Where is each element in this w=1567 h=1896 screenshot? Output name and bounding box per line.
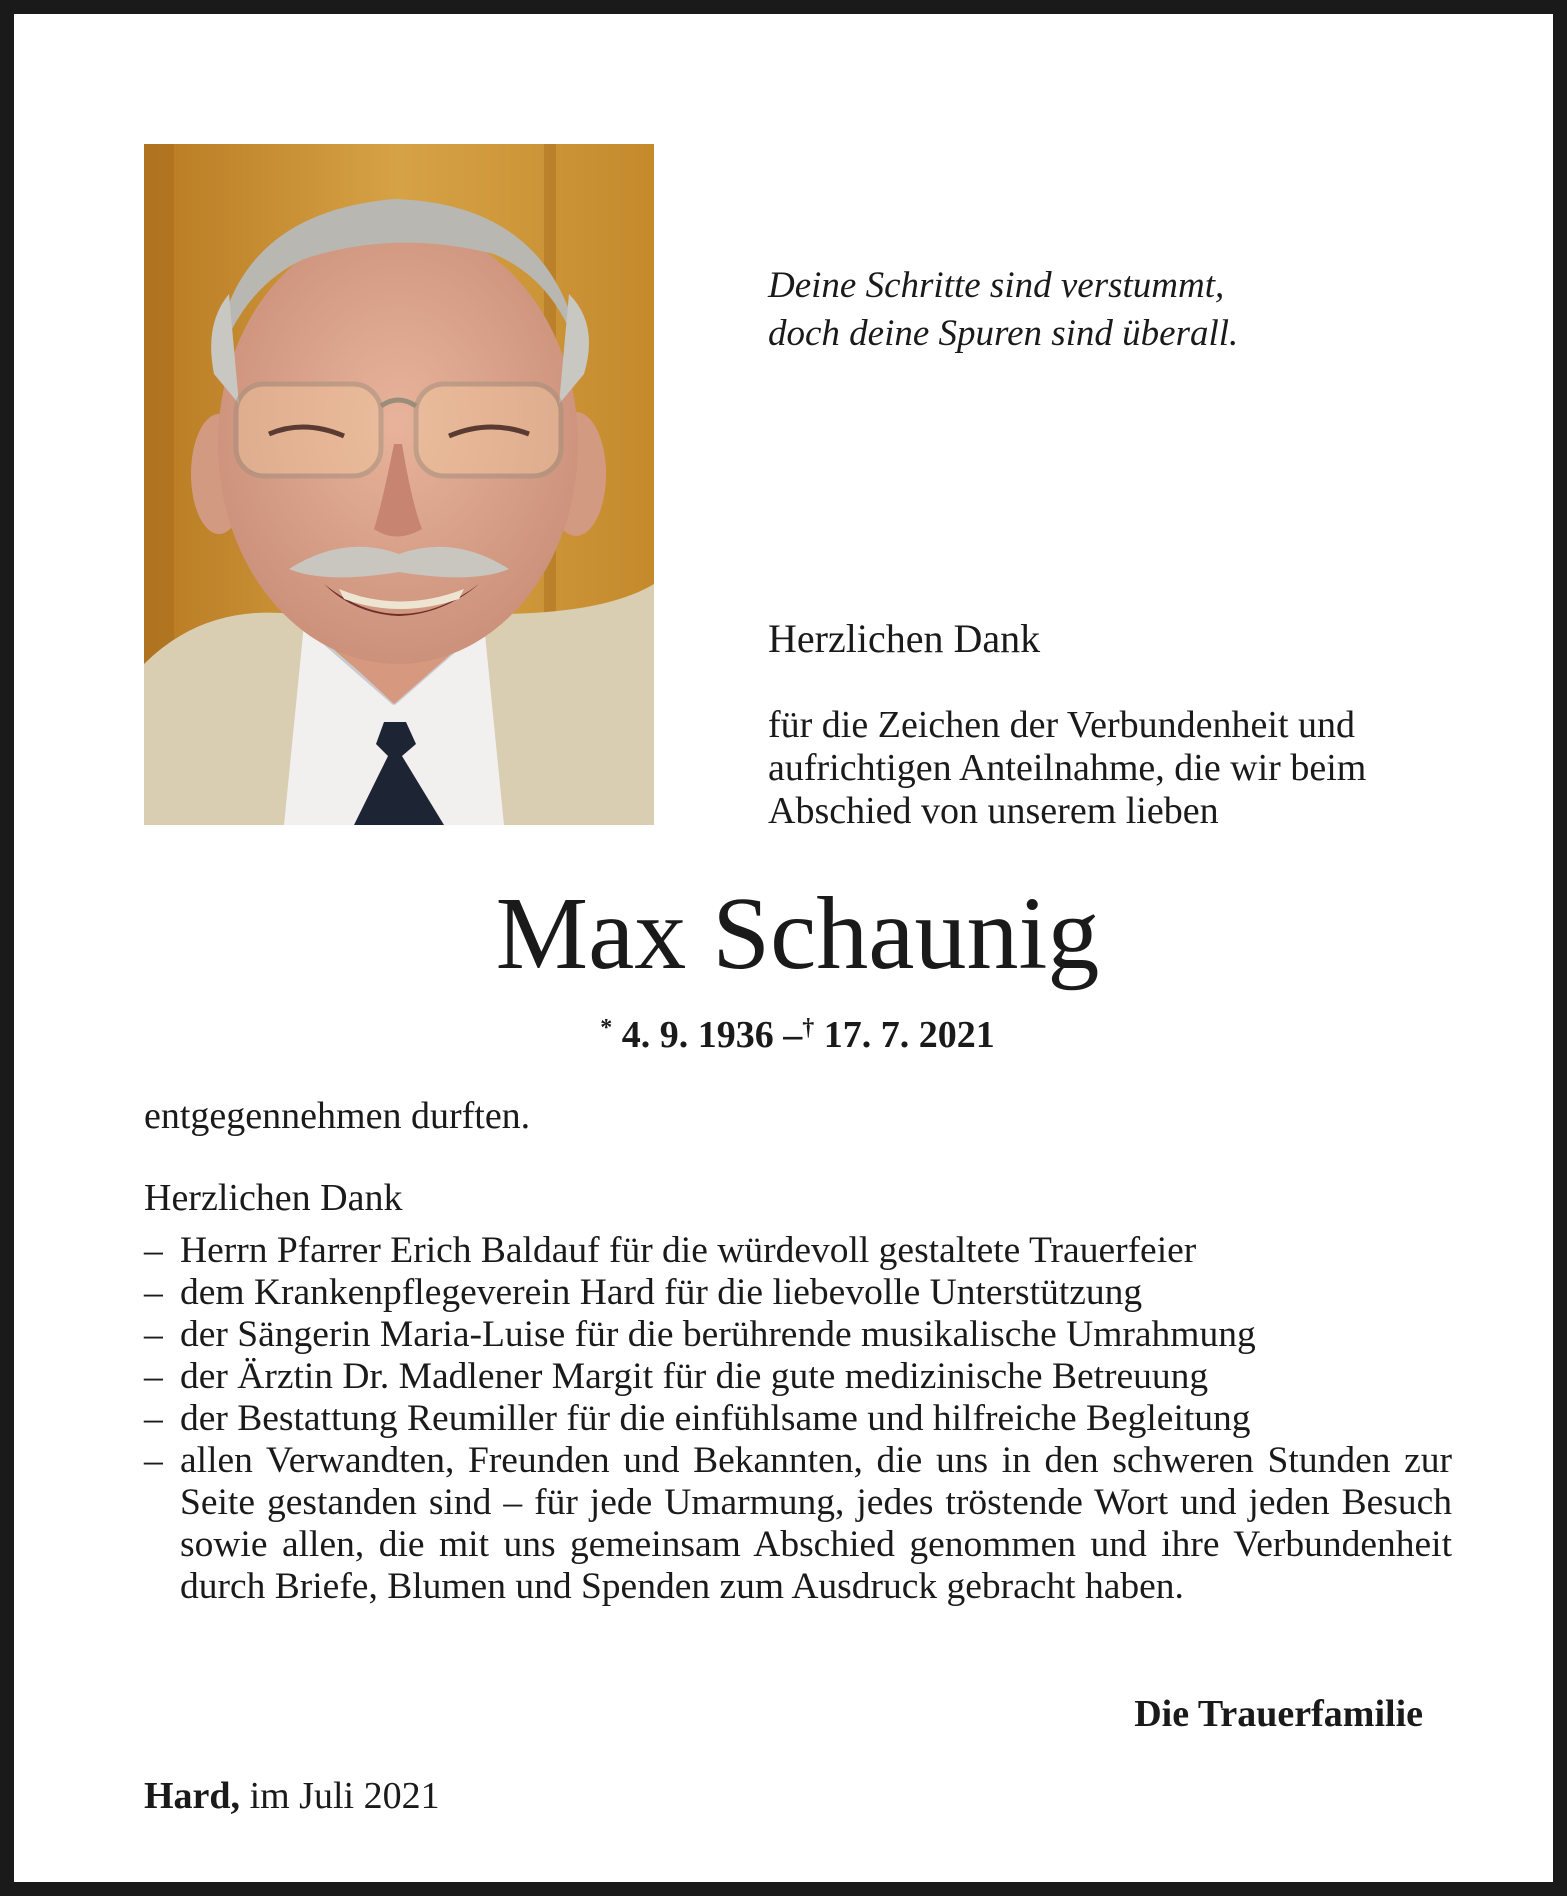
death-date: 17. 7. 2021: [823, 1014, 995, 1056]
list-dash: –: [144, 1230, 163, 1271]
birth-symbol: *: [600, 1015, 613, 1041]
list-item: [144, 1440, 1452, 1608]
birth-date: 4. 9. 1936: [621, 1014, 774, 1056]
death-symbol: †: [802, 1015, 815, 1041]
list-item-text: der Sängerin Maria-Luise für die berührende musikalische Umrahmung: [180, 1314, 1256, 1355]
list-dash: –: [144, 1398, 163, 1439]
list-item-text: Herrn Pfarrer Erich Baldauf für die würdevoll gestaltete Trauerfeier: [180, 1230, 1197, 1271]
signature: Die Trauerfamilie: [1134, 1693, 1423, 1735]
list-dash: –: [144, 1272, 163, 1313]
life-dates: [14, 1004, 1567, 1059]
place: Hard,: [144, 1775, 241, 1817]
portrait-photo: [144, 144, 654, 825]
list-item: [144, 1230, 1452, 1272]
intro-text: [768, 704, 1488, 833]
quote-line-1: Deine Schritte sind verstummt,: [768, 265, 1225, 306]
portrait-illustration: [144, 144, 654, 825]
deceased-name: Max Schaunig: [495, 876, 1100, 991]
list-item: [144, 1272, 1452, 1314]
intro-line-2: aufrichtigen Anteilnahme, die wir beim: [768, 747, 1367, 789]
intro-line-1: für die Zeichen der Verbundenheit und: [768, 704, 1356, 746]
memorial-quote: [768, 262, 1468, 358]
thanks-list-heading: Herzlichen Dank: [144, 1177, 403, 1219]
thanks-list: [144, 1230, 1452, 1608]
list-dash: –: [144, 1314, 163, 1355]
list-item-text: der Ärztin Dr. Madlener Margit für die gute medizinische Betreuung: [180, 1356, 1209, 1397]
date-text: im Juli 2021: [249, 1775, 440, 1817]
thanks-heading: Herzlichen Dank: [768, 616, 1041, 661]
intro-line-3: Abschied von unserem lieben: [768, 790, 1219, 832]
continuation-text: entgegennehmen durften.: [144, 1095, 531, 1137]
list-item: [144, 1398, 1452, 1440]
list-dash: –: [144, 1440, 163, 1481]
place-and-date: [144, 1772, 440, 1820]
date-separator: –: [783, 1014, 803, 1056]
quote-line-2: doch deine Spuren sind überall.: [768, 313, 1239, 354]
list-item-text: der Bestattung Reumiller für die einfühlsame und hilfreiche Begleitung: [180, 1398, 1251, 1439]
list-item-text: allen Verwandten, Freunden und Bekannten, die uns in den schweren Stunden zur Seite gestanden sind – für jede Umarmung, jedes tröstende Wort und jeden Besuch sowie allen, die mit uns gemeinsam Abschied genommen und ihre Verbundenheit durch Briefe, Blumen und Spenden zum Ausdruck gebracht haben.: [180, 1440, 1452, 1607]
list-item: [144, 1356, 1452, 1398]
list-item-text: dem Krankenpflegeverein Hard für die liebevolle Unterstützung: [180, 1272, 1143, 1313]
list-dash: –: [144, 1356, 163, 1397]
list-item: [144, 1314, 1452, 1356]
